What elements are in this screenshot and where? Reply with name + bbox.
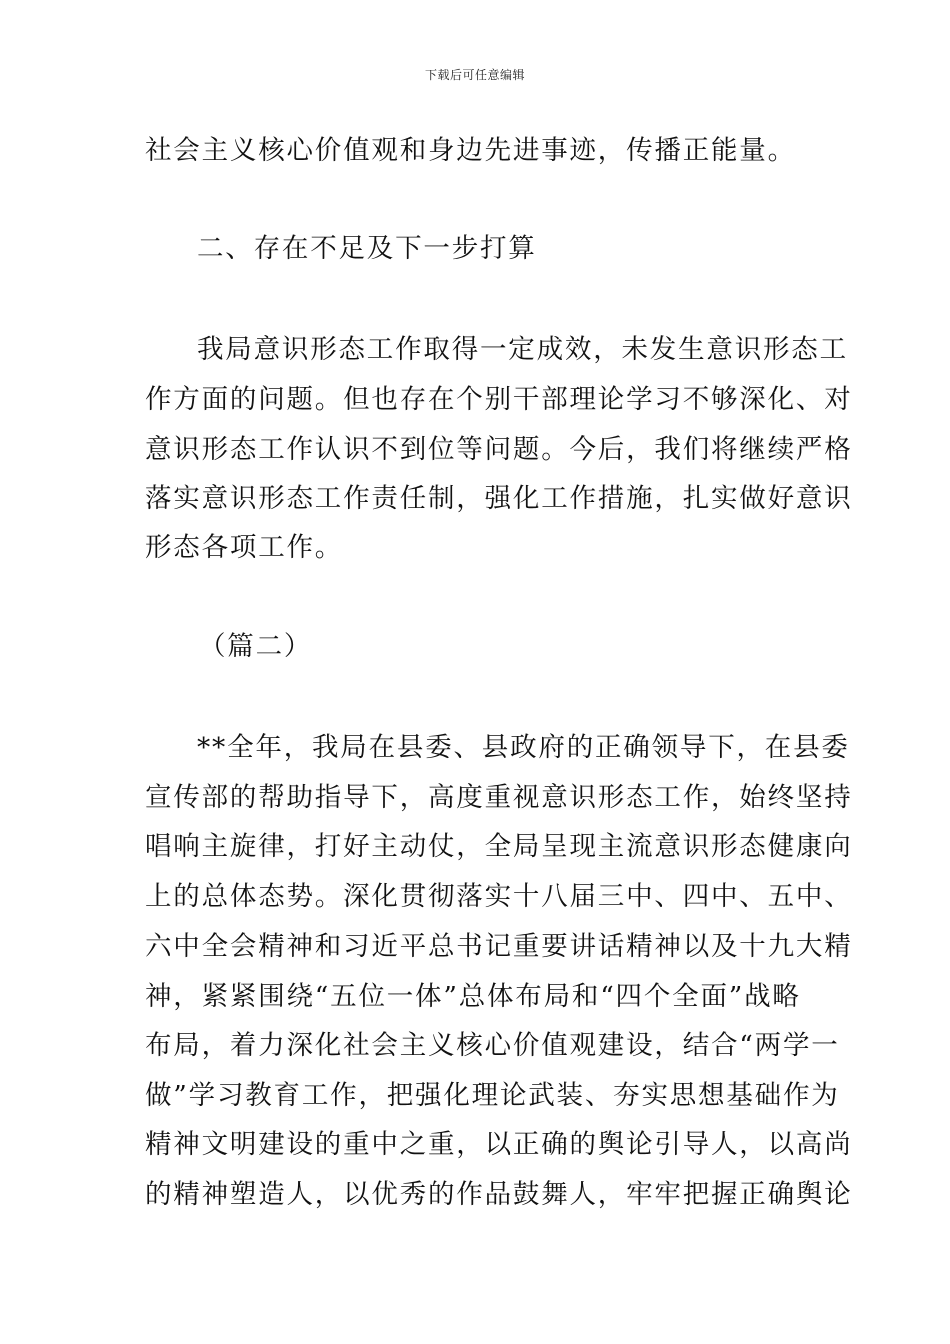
body-line: **全年，我局在县委、县政府的正确领导下，在县委 <box>197 732 850 763</box>
page-header: 下载后可任意编辑 <box>424 68 525 82</box>
body-line: 做”学习教育工作，把强化理论武装、夯实思想基础作为 <box>145 1080 840 1111</box>
body-line: 落实意识形态工作责任制，强化工作措施，扎实做好意识 <box>145 483 853 514</box>
body-line: 社会主义核心价值观和身边先进事迹，传播正能量。 <box>145 135 796 166</box>
body-line: 形态各项工作。 <box>145 532 344 563</box>
body-line: 我局意识形态工作取得一定成效，未发生意识形态工 <box>197 334 848 365</box>
section-heading: 二、存在不足及下一步打算 <box>197 233 537 264</box>
body-line: 作方面的问题。但也存在个别干部理论学习不够深化、对 <box>145 384 853 415</box>
body-line: 六中全会精神和习近平总书记重要讲话精神以及十九大精 <box>145 931 853 962</box>
body-line: 神，紧紧围绕“五位一体”总体布局和“四个全面”战略 <box>145 981 801 1012</box>
body-line: 上的总体态势。深化贯彻落实十八届三中、四中、五中、 <box>145 881 853 912</box>
body-line: 意识形态工作认识不到位等问题。今后，我们将继续严格 <box>145 434 853 465</box>
body-line: 精神文明建设的重中之重，以正确的舆论引导人，以高尚 <box>145 1129 853 1160</box>
body-line: 的精神塑造人，以优秀的作品鼓舞人，牢牢把握正确舆论 <box>145 1179 853 1210</box>
body-line: 唱响主旋律，打好主动仗，全局呈现主流意识形态健康向 <box>145 831 853 862</box>
section-label: （篇二） <box>199 631 313 662</box>
body-line: 宣传部的帮助指导下，高度重视意识形态工作，始终坚持 <box>145 782 853 813</box>
body-line: 布局，着力深化社会主义核心价值观建设，结合“两学一 <box>145 1030 840 1061</box>
